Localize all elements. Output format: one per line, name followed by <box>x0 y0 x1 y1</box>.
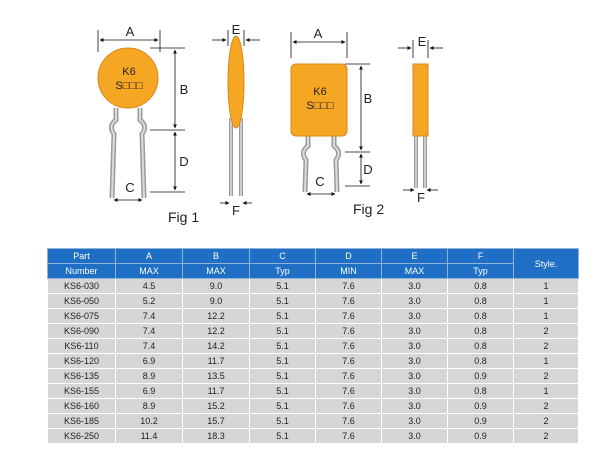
cell-c: 5.1 <box>250 399 316 414</box>
cell-a: 6.9 <box>116 354 183 369</box>
cell-e: 3.0 <box>382 384 448 399</box>
cell-b: 9.0 <box>183 294 250 309</box>
header-e: E <box>382 249 448 264</box>
cell-f: 0.8 <box>448 309 514 324</box>
cell-f: 0.9 <box>448 369 514 384</box>
fig2-marking-top: K6 <box>313 86 327 98</box>
cell-a: 7.4 <box>116 309 183 324</box>
cell-f: 0.8 <box>448 384 514 399</box>
fig2-caption: Fig 2 <box>353 201 385 217</box>
cell-d: 7.6 <box>316 324 382 339</box>
cell-e: 3.0 <box>382 414 448 429</box>
table-row <box>48 384 579 399</box>
cell-b: 9.0 <box>183 279 250 294</box>
cell-b: 12.2 <box>183 324 250 339</box>
fig1-side-view <box>212 22 260 218</box>
header-row-top <box>48 249 579 264</box>
cell-c: 5.1 <box>250 384 316 399</box>
cell-a: 8.9 <box>116 369 183 384</box>
header-b-unit: MAX <box>183 264 250 279</box>
header-f-unit: Typ <box>448 264 514 279</box>
table-row <box>48 324 579 339</box>
cell-a: 7.4 <box>116 324 183 339</box>
fig2-dim-a: A <box>313 26 323 41</box>
header-d-unit: MIN <box>316 264 382 279</box>
cell-f: 0.8 <box>448 339 514 354</box>
header-f: F <box>448 249 514 264</box>
cell-d: 7.6 <box>316 399 382 414</box>
cell-e: 3.0 <box>382 354 448 369</box>
table-row <box>48 279 579 294</box>
cell-b: 15.7 <box>183 414 250 429</box>
header-c: C <box>250 249 316 264</box>
spec-table <box>47 248 579 444</box>
cell-c: 5.1 <box>250 324 316 339</box>
cell-f: 0.9 <box>448 414 514 429</box>
fig2-front-view <box>291 26 384 217</box>
cell-f: 0.8 <box>448 324 514 339</box>
fig2-dim-d: D <box>363 162 373 177</box>
table-row <box>48 309 579 324</box>
cell-style: 1 <box>514 309 579 324</box>
cell-e: 3.0 <box>382 309 448 324</box>
cell-d: 7.6 <box>316 354 382 369</box>
cell-d: 7.6 <box>316 429 382 444</box>
cell-part-number: KS6-135 <box>48 369 116 384</box>
fig2-side-view <box>398 34 443 205</box>
cell-c: 5.1 <box>250 309 316 324</box>
cell-e: 3.0 <box>382 339 448 354</box>
table-body <box>48 279 579 444</box>
cell-a: 11.4 <box>116 429 183 444</box>
cell-e: 3.0 <box>382 324 448 339</box>
cell-b: 12.2 <box>183 309 250 324</box>
cell-style: 2 <box>514 324 579 339</box>
header-style: Style. <box>514 249 579 279</box>
cell-b: 11.7 <box>183 384 250 399</box>
cell-f: 0.9 <box>448 429 514 444</box>
fig2-side-body <box>413 64 428 136</box>
table-row <box>48 339 579 354</box>
cell-c: 5.1 <box>250 294 316 309</box>
cell-a: 10.2 <box>116 414 183 429</box>
cell-part-number: KS6-155 <box>48 384 116 399</box>
cell-a: 8.9 <box>116 399 183 414</box>
header-d: D <box>316 249 382 264</box>
cell-d: 7.6 <box>316 294 382 309</box>
table-row <box>48 369 579 384</box>
header-a: A <box>116 249 183 264</box>
table-row <box>48 429 579 444</box>
cell-style: 1 <box>514 279 579 294</box>
fig1-front-view <box>98 24 199 225</box>
fig2-dim-b: B <box>363 91 373 106</box>
cell-e: 3.0 <box>382 429 448 444</box>
fig2-marking-bottom: S□□□ <box>306 100 334 112</box>
header-row-bottom <box>48 264 579 279</box>
cell-b: 11.7 <box>183 354 250 369</box>
fig1-caption: Fig 1 <box>168 209 200 225</box>
cell-b: 14.2 <box>183 339 250 354</box>
fig1-side-body <box>228 36 244 128</box>
table-row <box>48 354 579 369</box>
cell-d: 7.6 <box>316 369 382 384</box>
cell-a: 6.9 <box>116 384 183 399</box>
cell-d: 7.6 <box>316 309 382 324</box>
cell-d: 7.6 <box>316 339 382 354</box>
cell-e: 3.0 <box>382 294 448 309</box>
cell-d: 7.6 <box>316 384 382 399</box>
cell-f: 0.8 <box>448 354 514 369</box>
fig1-marking-top: K6 <box>122 66 136 78</box>
table-row <box>48 414 579 429</box>
cell-c: 5.1 <box>250 279 316 294</box>
cell-part-number: KS6-120 <box>48 354 116 369</box>
cell-part-number: KS6-250 <box>48 429 116 444</box>
cell-d: 7.6 <box>316 414 382 429</box>
cell-c: 5.1 <box>250 369 316 384</box>
cell-b: 15.2 <box>183 399 250 414</box>
cell-part-number: KS6-075 <box>48 309 116 324</box>
header-c-unit: Typ <box>250 264 316 279</box>
cell-style: 2 <box>514 369 579 384</box>
fig2-dim-f: F <box>417 190 425 205</box>
cell-part-number: KS6-160 <box>48 399 116 414</box>
cell-style: 2 <box>514 429 579 444</box>
fig2-dim-c: C <box>315 174 325 189</box>
fig1-dim-d: D <box>179 154 189 169</box>
cell-c: 5.1 <box>250 354 316 369</box>
cell-style: 2 <box>514 399 579 414</box>
header-b: B <box>183 249 250 264</box>
cell-b: 18.3 <box>183 429 250 444</box>
header-number: Number <box>48 264 116 279</box>
cell-e: 3.0 <box>382 369 448 384</box>
cell-style: 1 <box>514 354 579 369</box>
cell-f: 0.9 <box>448 399 514 414</box>
cell-e: 3.0 <box>382 399 448 414</box>
fig1-disc-body <box>98 48 158 108</box>
cell-f: 0.8 <box>448 294 514 309</box>
cell-a: 4.5 <box>116 279 183 294</box>
cell-d: 7.6 <box>316 279 382 294</box>
cell-c: 5.1 <box>250 429 316 444</box>
fig1-dim-b: B <box>179 82 189 97</box>
fig1-dim-c: C <box>125 180 135 195</box>
cell-part-number: KS6-090 <box>48 324 116 339</box>
cell-a: 7.4 <box>116 339 183 354</box>
header-e-unit: MAX <box>382 264 448 279</box>
fig1-marking-bottom: S□□□ <box>115 80 143 92</box>
cell-f: 0.8 <box>448 279 514 294</box>
fig1-dim-a: A <box>125 24 135 39</box>
cell-part-number: KS6-050 <box>48 294 116 309</box>
cell-e: 3.0 <box>382 279 448 294</box>
cell-style: 1 <box>514 384 579 399</box>
cell-a: 5.2 <box>116 294 183 309</box>
table-row <box>48 399 579 414</box>
header-part: Part <box>48 249 116 264</box>
header-a-unit: MAX <box>116 264 183 279</box>
table-row <box>48 294 579 309</box>
cell-c: 5.1 <box>250 339 316 354</box>
cell-style: 2 <box>514 414 579 429</box>
cell-style: 2 <box>514 339 579 354</box>
cell-part-number: KS6-110 <box>48 339 116 354</box>
cell-part-number: KS6-030 <box>48 279 116 294</box>
cell-c: 5.1 <box>250 414 316 429</box>
cell-part-number: KS6-185 <box>48 414 116 429</box>
fig1-dim-e: E <box>231 22 241 37</box>
cell-style: 1 <box>514 294 579 309</box>
fig2-dim-e: E <box>417 34 427 49</box>
fig1-dim-f: F <box>232 203 240 218</box>
cell-b: 13.5 <box>183 369 250 384</box>
